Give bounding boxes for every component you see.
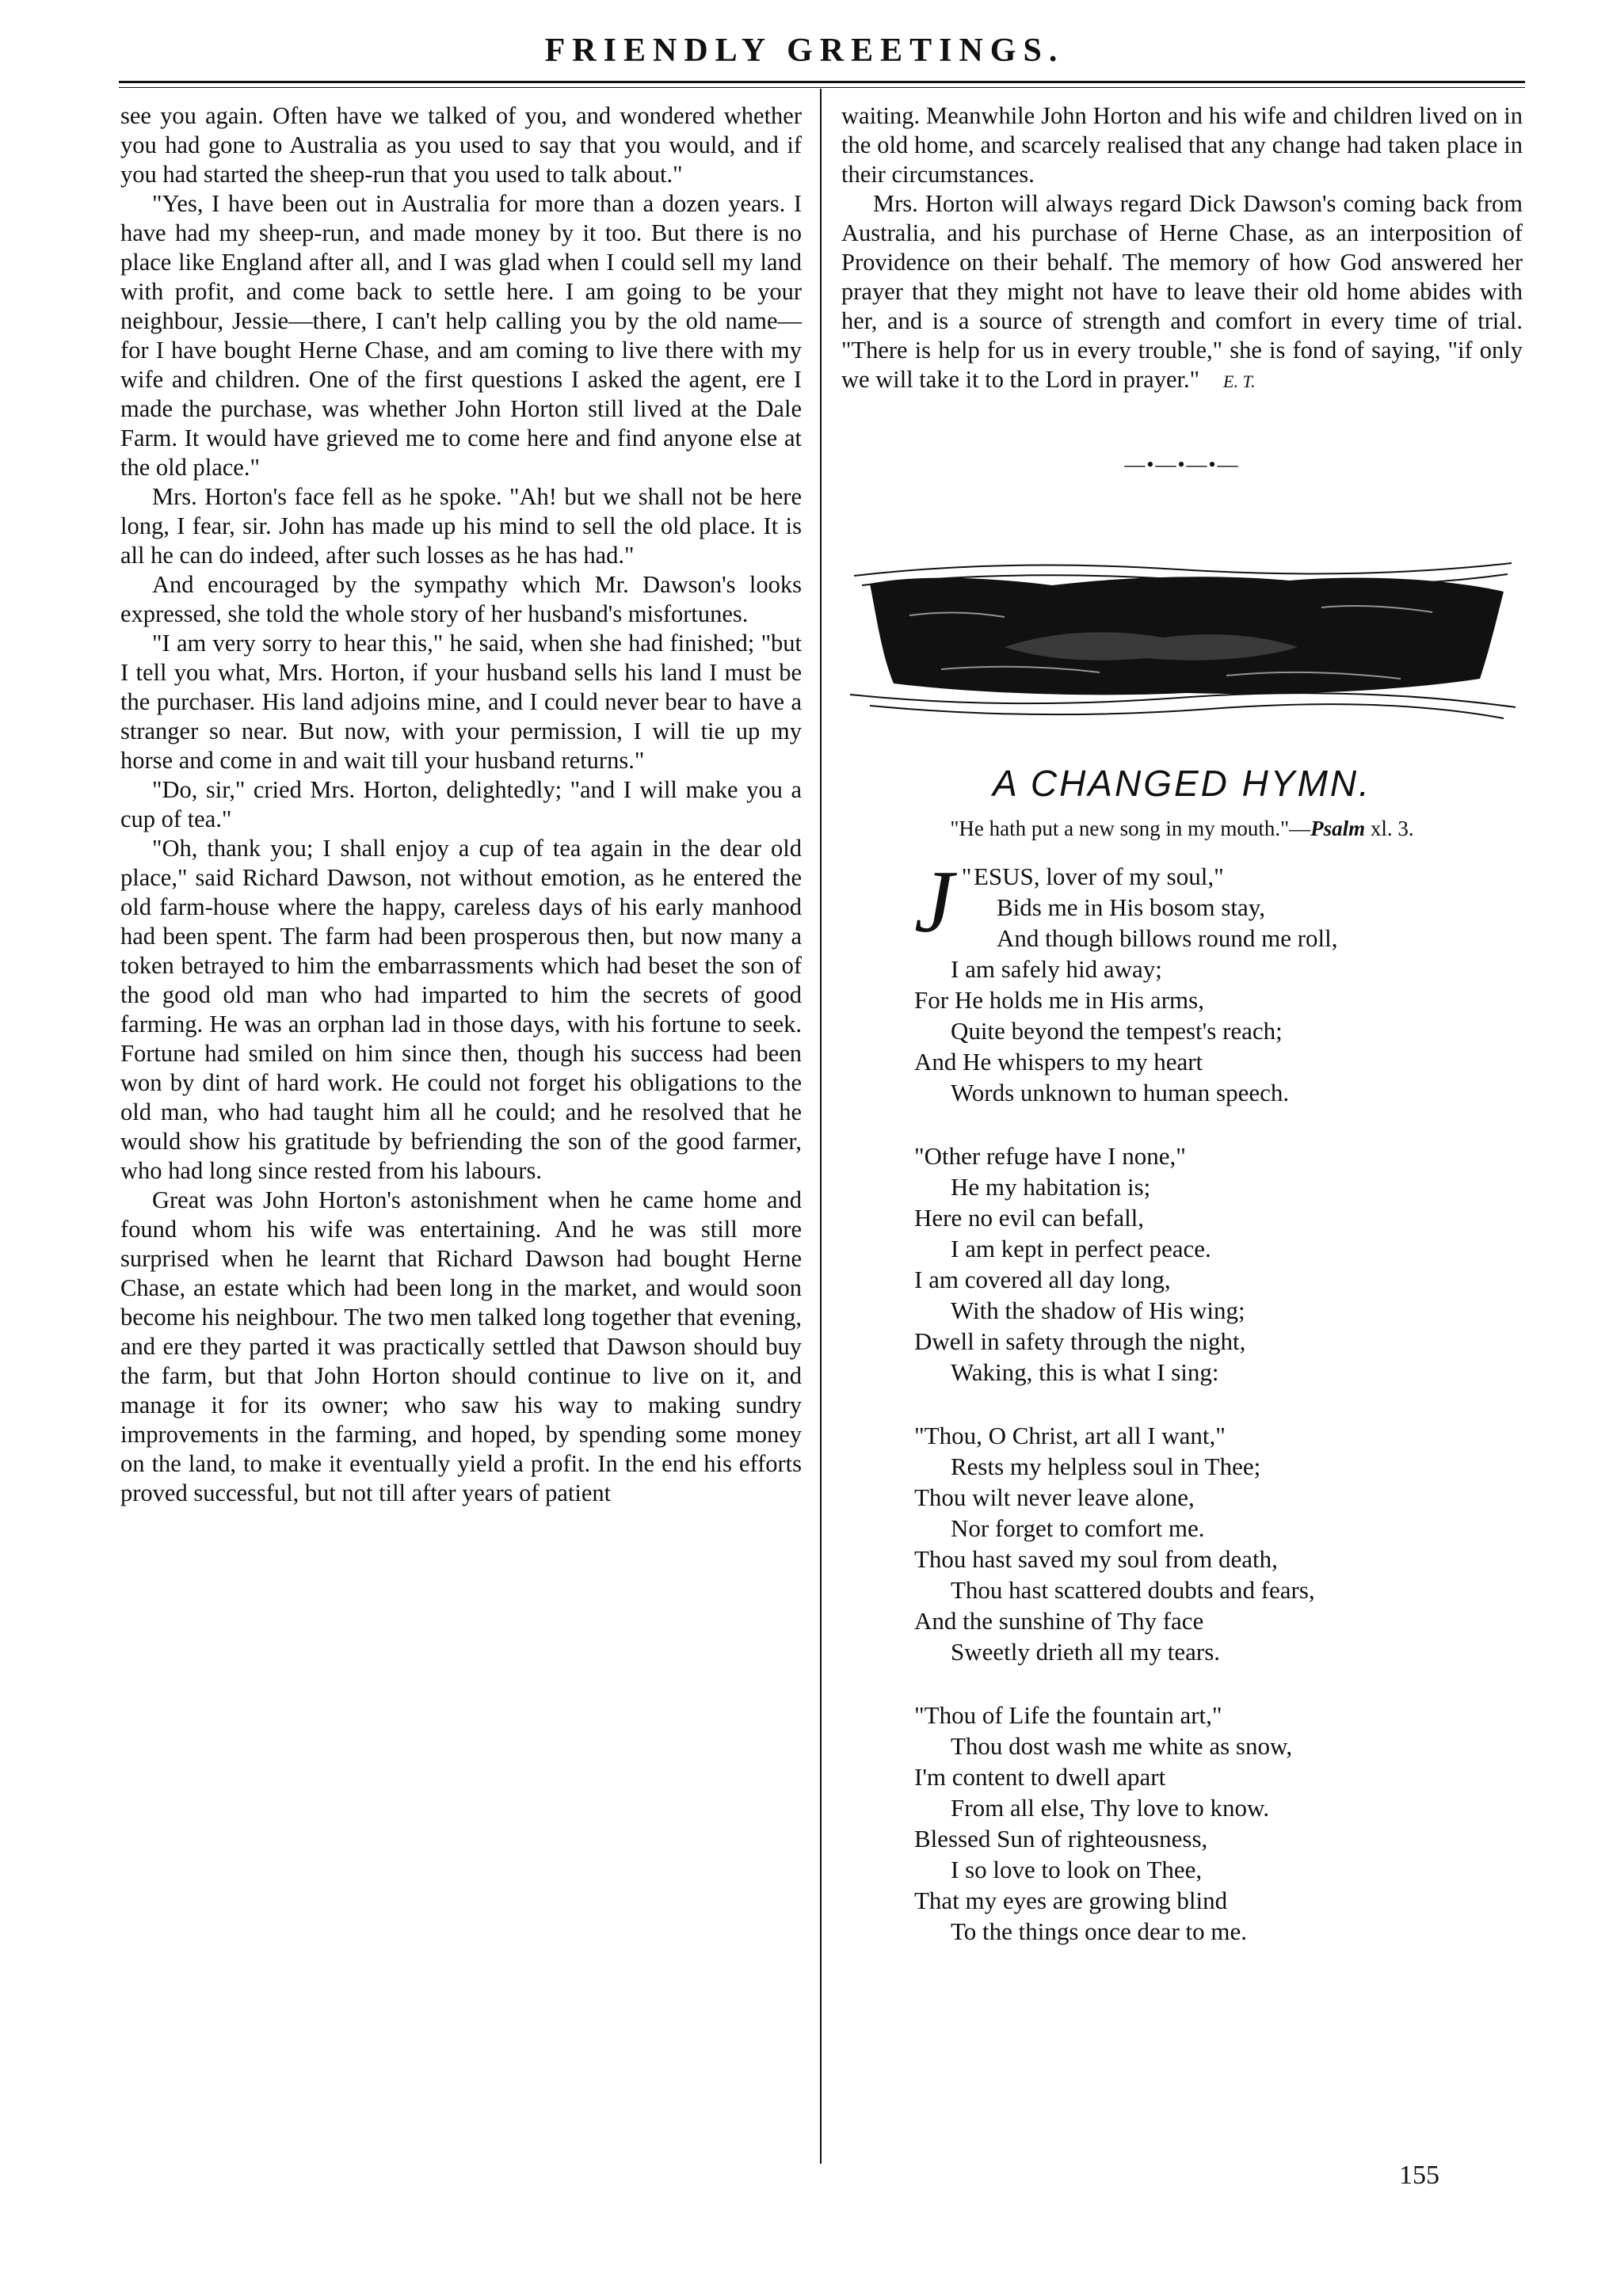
right-column (841, 101, 1523, 1979)
hymn-title: A CHANGED HYMN. (993, 763, 1371, 804)
hymn-line: I am kept in perfect peace. (951, 1235, 1211, 1262)
hymn-line: Rests my helpless soul in Thee; (951, 1453, 1261, 1480)
page-number: 155 (1399, 2161, 1439, 2190)
hymn-line: Thou hast saved my soul from death, (914, 1545, 1278, 1573)
column-divider (820, 89, 822, 2164)
hymn-first-line: J " ESUS, lover of my soul," (914, 853, 1224, 951)
hymn-line: Words unknown to human speech. (951, 1079, 1290, 1106)
hymn-line: And He whispers to my heart (914, 1048, 1203, 1076)
hymn-line: For He holds me in His arms, (914, 986, 1204, 1014)
hymn-line: And though billows round me roll, (997, 924, 1338, 952)
left-column (120, 101, 802, 1508)
drop-cap: J (914, 853, 954, 951)
hymn-line: Thou wilt never leave alone, (914, 1483, 1195, 1511)
author-signature: E. T. (1223, 371, 1256, 391)
paragraph-text: Mrs. Horton will always regard Dick Dawson's coming back from Australia, and his purchase of Herne Chase, as an interposition of Providence on their behalf. The memory of how God answered her prayer that they might not have to leave their old home abides with her, and is a source of strength and comfort in every time of trial. "There is help for us in every trouble," she is fond of saying, "if only we will take it to the Lord in prayer." (841, 190, 1523, 393)
paragraph: waiting. Meanwhile John Horton and his wife and children lived on in the old home, and scarcely realised that any change had taken place in their circumstances. (841, 102, 1523, 188)
hymn-line: To the things once dear to me. (951, 1917, 1248, 1945)
hymn-stanza (914, 1140, 1523, 1388)
paragraph: "Oh, thank you; I shall enjoy a cup of tea again in the dear old place," said Richard Dawson, not without emotion, as he entered the old farm-house where the happy, careless days of his early manhood had been spent. The farm had been prosperous then, but now many a token betrayed to him the embarrassments which had beset the son of the good old man who had imparted to him the secrets of good farming. He was an orphan lad in those days, with his fortune to seek. Fortune had smiled on him since then, though his success had been won by dint of hard work. He could not forget his obligations to the old man, who had taught him all he could; and he resolved that he would show his gratitude by befriending the son of the good farmer, who had long since rested from his labours. (120, 835, 802, 1184)
hymn-line: I am covered all day long, (914, 1266, 1171, 1293)
hymn-line: Dwell in safety through the night, (914, 1327, 1246, 1355)
masthead-rule-thin (119, 87, 1525, 88)
epigraph-quote: "He hath put a new song in my mouth."— (950, 817, 1311, 840)
paragraph: "I am very sorry to hear this," he said, when she had finished; "but I tell you what, Mrs. Horton, if your husband sells his land I must be the purchaser. His land adjoins mine, and I could never bear to have a stranger so near. But now, with your permission, I will tie up my horse and come in and wait till your husband returns." (120, 630, 802, 774)
hymn-line: I'm content to dwell apart (914, 1763, 1166, 1791)
hymn-line: And the sunshine of Thy face (914, 1607, 1204, 1635)
hymn-epigraph (841, 814, 1523, 843)
hymn-line: "Thou of Life the fountain art," (914, 1701, 1222, 1729)
hymn-line: Thou dost wash me white as snow, (951, 1732, 1293, 1760)
hymn-line: Here no evil can befall, (914, 1204, 1145, 1232)
masthead-rule-thick (119, 81, 1525, 83)
paragraph (841, 189, 1523, 396)
hymn-line: Nor forget to comfort me. (951, 1514, 1205, 1542)
hymn-line: I so love to look on Thee, (951, 1856, 1203, 1883)
hymn-stanza (914, 1420, 1523, 1667)
hymn-line: Quite beyond the tempest's reach; (951, 1017, 1283, 1045)
seascape-illustration (846, 528, 1519, 734)
hymn-line: Waking, this is what I sing: (951, 1358, 1219, 1386)
hymn-line: "Other refuge have I none," (914, 1142, 1186, 1170)
paragraph: "Do, sir," cried Mrs. Horton, delightedly; "and I will make you a cup of tea." (120, 776, 802, 832)
paragraph: see you again. Often have we talked of you, and wondered whether you had gone to Australia as you used to say that you would, and if you had started the sheep-run that you used to talk about." (120, 102, 802, 188)
hymn-line: That my eyes are growing blind (914, 1887, 1228, 1914)
paragraph: Mrs. Horton's face fell as he spoke. "Ah! but we shall not be here long, I fear, sir. John has made up his mind to sell the old place. It is all he can do indeed, after such losses as he has had." (120, 483, 802, 569)
hymn-line: From all else, Thy love to know. (951, 1794, 1270, 1822)
epigraph-reference: xl. 3. (1365, 817, 1414, 840)
masthead-title: FRIENDLY GREETINGS. (544, 32, 1065, 69)
hymn-line: He my habitation is; (951, 1173, 1151, 1201)
paragraph: Great was John Horton's astonishment when he came home and found whom his wife was entertaining. And he was still more surprised when he learnt that Richard Dawson had bought Herne Chase, an estate which had been long in the market, and would soon become his neighbour. The two men talked long together that evening, and ere they parted it was practically settled that Dawson should buy the farm, but that John Horton should continue to live on it, and manage it for its owner; who saw his way to making sundry improvements in the farming, and hoped, by spending some money on the land, to make it eventually yield a profit. In the end his efforts proved successful, but not till after years of patient (120, 1186, 803, 1506)
hymn-line: "Thou, O Christ, art all I want," (914, 1422, 1226, 1449)
hymn-stanza (914, 1700, 1523, 1947)
paragraph: "Yes, I have been out in Australia for more than a dozen years. I have had my sheep-run, and made money by it too. But there is no place like England after all, and I was glad when I could sell my land with profit, and come back to settle here. I am going to be your neighbour, Jessie—there, I can't help calling you by the old name—for I have bought Herne Chase, and am coming to live there with my wife and children. One of the first questions I asked the agent, ere I made the purchase, was whether John Horton still lived at the Dale Farm. It would have grieved me to come here and find anyone else at the old place." (120, 190, 802, 481)
epigraph-source: Psalm (1310, 817, 1366, 840)
hymn-line: ESUS, lover of my soul," (973, 862, 1224, 890)
hymn-line: Sweetly drieth all my tears. (951, 1638, 1221, 1666)
hymn-line: I am safely hid away; (951, 955, 1162, 983)
section-ornament: —•—•—•— (1124, 453, 1240, 476)
hymn-stanza (914, 853, 1523, 1108)
hymn-line: With the shadow of His wing; (951, 1296, 1245, 1324)
hymn-body (914, 853, 1523, 1947)
hymn-line: Bids me in His bosom stay, (997, 893, 1266, 921)
hymn-line: Thou hast scattered doubts and fears, (951, 1576, 1315, 1604)
paragraph: And encouraged by the sympathy which Mr. Dawson's looks expressed, she told the whole story of her husband's misfortunes. (120, 571, 802, 627)
hymn-line: Blessed Sun of righteousness, (914, 1825, 1208, 1852)
